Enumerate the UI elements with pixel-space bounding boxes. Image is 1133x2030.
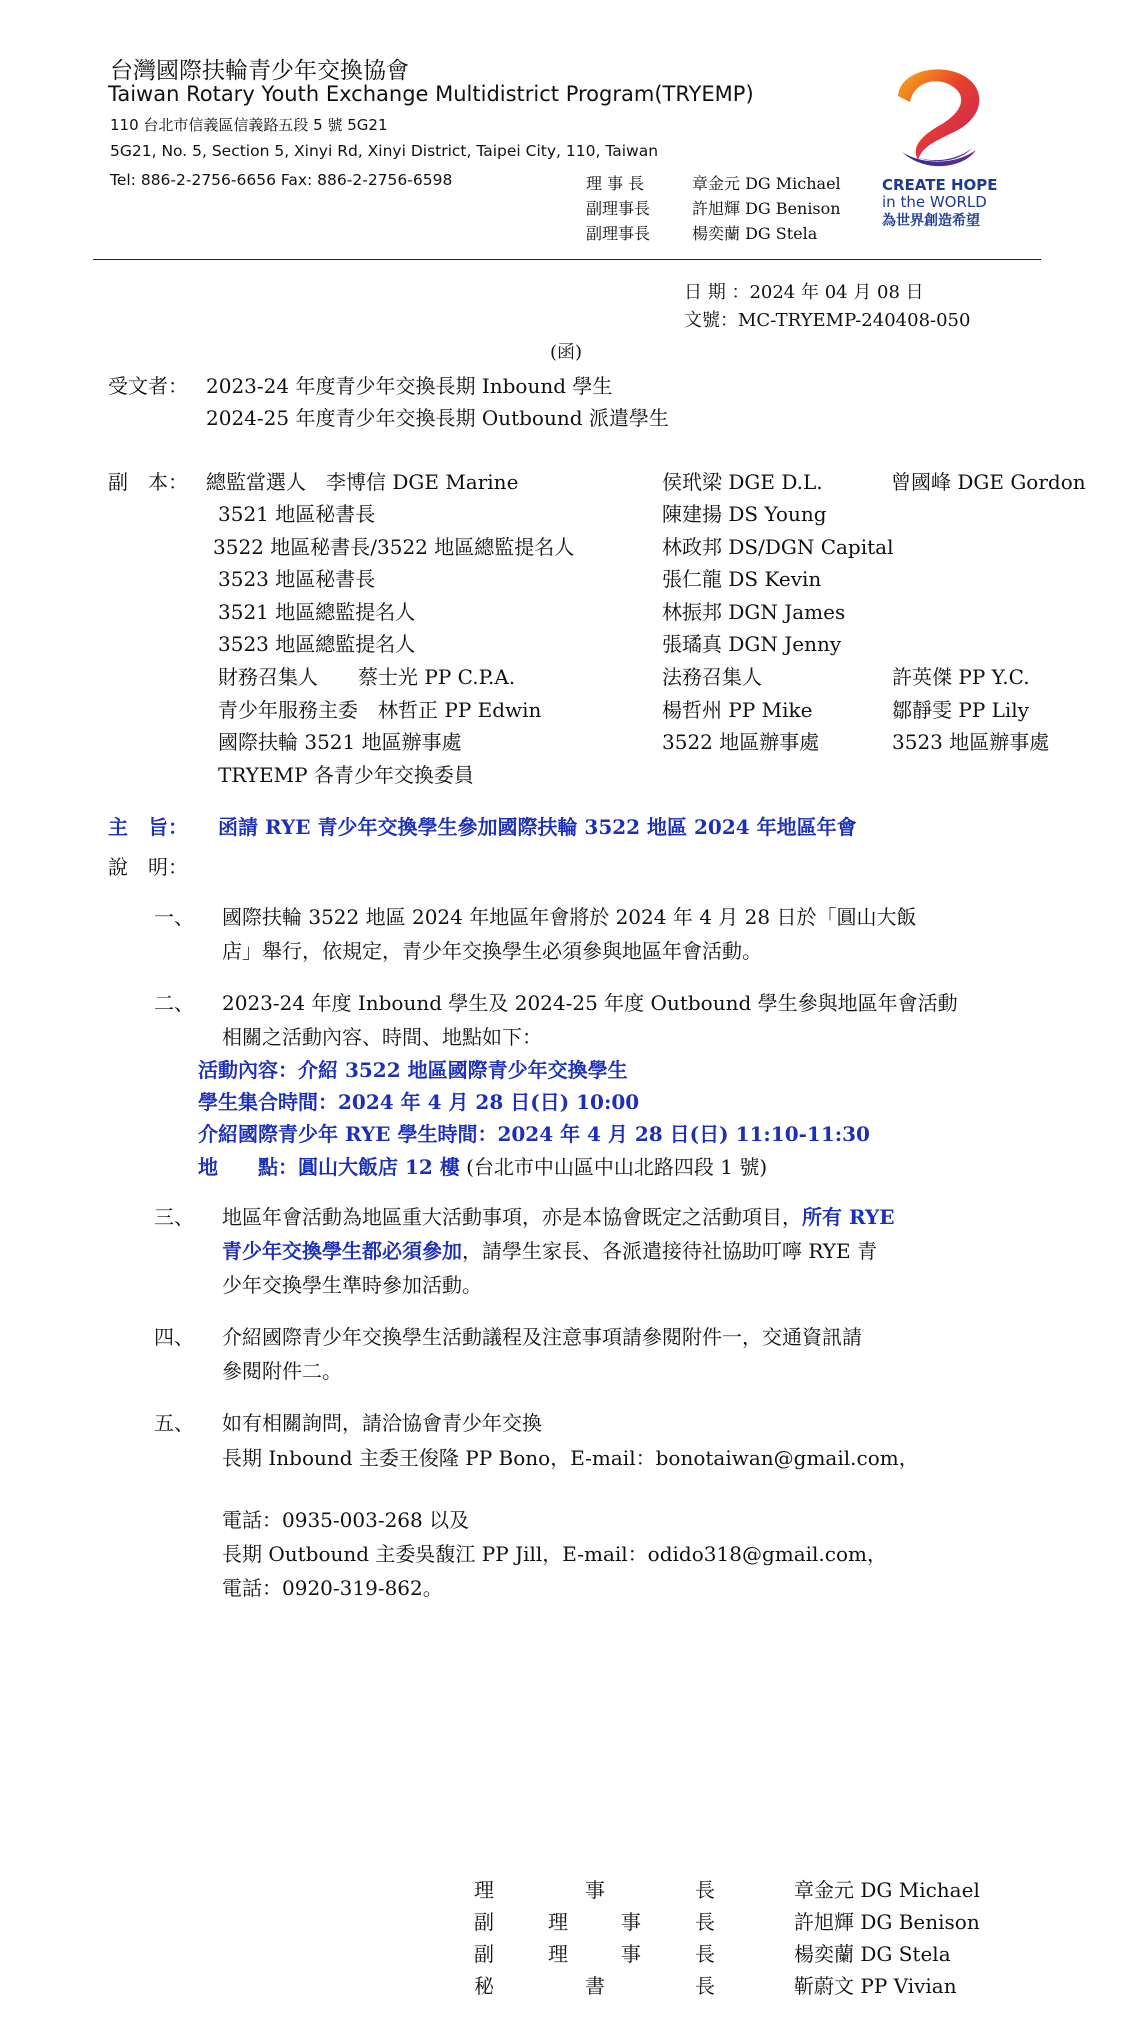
letter-type: (函) [550,342,583,363]
inbound-phone: 電話：0935-003-268 以及 [222,1508,470,1532]
recipients-label: 受文者： [108,374,188,398]
doc-number: 文號：MC-TRYEMP-240408-050 [684,310,971,331]
sig-title-char: 理 [548,1942,568,1966]
cc-entry: 3523 地區總監提名人 [218,632,416,656]
cc-entry: 鄒靜雯 PP Lily [892,698,1030,722]
address-zh: 110 台北市信義區信義路五段 5 號 5G21 [110,116,388,134]
item-text [222,1201,895,1230]
cc-entry: 3522 地區辦事處 [662,730,820,754]
item-text: 2023-24 年度 Inbound 學生及 2024-25 年度 Outbound 學生參與地區年會活動 [222,991,958,1015]
cc-entry: 張仁龍 DS Kevin [662,567,822,591]
sig-title-char: 事 [621,1942,641,1966]
cc-label: 副 本： [108,470,188,494]
cc-entry: 陳建揚 DS Young [662,502,827,526]
sig-title-char: 長 [695,1942,715,1966]
sig-name: 章金元 DG Michael [794,1878,980,1902]
sig-name: 楊奕蘭 DG Stela [794,1942,951,1966]
outbound-contact: 長期 Outbound 主委吳馥江 PP Jill，E-mail：odido318@gmail.com， [222,1542,887,1566]
sig-title-char: 秘 [474,1974,494,1998]
rotary-logo [880,56,1000,236]
item-text: 介紹國際青少年交換學生活動議程及注意事項請參閱附件一，交通資訊請 [222,1325,862,1349]
item-text [222,1235,877,1264]
inbound-contact: 長期 Inbound 主委王俊隆 PP Bono，E-mail：bonotaiwan@gmail.com， [222,1446,919,1470]
item-text: 如有相關詢問，請洽協會青少年交換 [222,1411,542,1435]
cc-entry: 侯玳梁 DGE D.L. [662,470,823,494]
cc-entry: 青少年服務主委 林哲正 PP Edwin [218,698,542,722]
cc-entry: 林振邦 DGN James [662,600,846,624]
cc-entry: 3521 地區秘書長 [218,502,376,526]
cc-entry: 財務召集人 蔡士光 PP C.P.A. [218,665,516,689]
item-text: 店」舉行，依規定，青少年交換學生必須參與地區年會活動。 [222,939,762,963]
officer-title: 副理事長 [586,199,651,218]
sig-title-char: 長 [695,1910,715,1934]
sig-title-char: 副 [474,1910,494,1934]
cc-entry: TRYEMP 各青少年交換委員 [218,763,474,787]
item-number: 一、 [154,905,194,929]
cc-entry: 張璚真 DGN Jenny [662,632,842,656]
header-officer-2 [586,196,841,219]
tel-fax: Tel: 886-2-2756-6656 Fax: 886-2-2756-6598 [110,171,453,189]
sig-title-char: 長 [695,1878,715,1902]
cc-entry: 3521 地區總監提名人 [218,600,416,624]
subject-text: 函請 RYE 青少年交換學生參加國際扶輪 3522 地區 2024 年地區年會 [218,815,857,839]
officer-name: 章金元 DG Michael [692,174,841,193]
officer-name: 楊奕蘭 DG Stela [692,224,818,243]
venue-address: (台北市中山區中山北路四段 1 號) [459,1155,768,1179]
create-hope-swirl-icon [880,56,1000,174]
cc-entry: 3523 地區秘書長 [218,567,376,591]
sig-title-char: 理 [548,1910,568,1934]
officer-title: 副理事長 [586,224,651,243]
doc-date: 日 期 ：2024 年 04 月 08 日 [684,282,924,303]
subject-label: 主 旨： [108,815,188,839]
item-number: 五、 [154,1411,194,1435]
cc-entry: 國際扶輪 3521 地區辦事處 [218,730,462,754]
sig-title-char: 理 [474,1878,494,1902]
item-text-emphasis: 青少年交換學生都必須參加 [222,1239,462,1263]
item-text-emphasis: 所有 RYE [802,1205,895,1229]
item-number: 三、 [154,1205,194,1229]
recipient-line-1: 2023-24 年度青少年交換長期 Inbound 學生 [206,374,613,398]
address-en: 5G21, No. 5, Section 5, Xinyi Rd, Xinyi District, Taipei City, 110, Taiwan [110,142,659,160]
cc-entry: 林政邦 DS/DGN Capital [662,535,894,559]
cc-entry: 3523 地區辦事處 [892,730,1050,754]
outbound-phone: 電話：0920-319-862。 [222,1576,443,1600]
sig-title-char: 事 [585,1878,605,1902]
activity-content: 活動內容：介紹 3522 地區國際青少年交換學生 [198,1058,628,1082]
item-text: 相關之活動內容、時間、地點如下： [222,1025,542,1049]
sig-name: 靳蔚文 PP Vivian [794,1974,957,1998]
recipient-line-2: 2024-25 年度青少年交換長期 Outbound 派遣學生 [206,406,669,430]
officer-name: 許旭輝 DG Benison [692,199,841,218]
cc-entry: 許英傑 PP Y.C. [892,665,1030,689]
item-number: 二、 [154,991,194,1015]
sig-title-char: 事 [621,1910,641,1934]
cc-entry: 3522 地區秘書長/3522 地區總監提名人 [213,535,575,559]
item-text-part: ，請學生家長、各派遣接待社協助叮嚀 RYE 青 [462,1239,877,1263]
item-number: 四、 [154,1325,194,1349]
logo-text-line2: in the WORLD [882,193,987,211]
sig-name: 許旭輝 DG Benison [794,1910,980,1934]
org-name-zh: 台灣國際扶輪青少年交換協會 [110,58,409,84]
cc-entry: 曾國峰 DGE Gordon [891,470,1086,494]
item-text: 國際扶輪 3522 地區 2024 年地區年會將於 2024 年 4 月 28 日於「圓山大飯 [222,905,917,929]
explain-label: 說 明： [108,855,188,879]
logo-text-line3: 為世界創造希望 [882,213,980,229]
introduction-time: 介紹國際青少年 RYE 學生時間：2024 年 4 月 28 日(日) 11:10-11:30 [198,1122,870,1146]
venue-name: 地 點：圓山大飯店 12 樓 [198,1155,460,1179]
cc-entry: 法務召集人 [662,665,762,689]
org-name-en: Taiwan Rotary Youth Exchange Multidistrict Program(TRYEMP) [108,82,754,106]
sig-title-char: 書 [585,1974,605,1998]
sig-title-char: 長 [695,1974,715,1998]
header-divider [93,259,1041,260]
header-officer-1 [586,171,841,194]
cc-entry: 總監當選人 李博信 DGE Marine [206,470,519,494]
item-text: 少年交換學生準時參加活動。 [222,1273,482,1297]
venue [198,1151,767,1180]
header-officer-3 [586,221,817,244]
logo-text-line1: CREATE HOPE [882,176,998,194]
officer-title: 理 事 長 [586,174,645,193]
item-text: 參閱附件二。 [222,1359,342,1383]
sig-title-char: 副 [474,1942,494,1966]
item-text-part: 地區年會活動為地區重大活動事項，亦是本協會既定之活動項目， [222,1205,802,1229]
assembly-time: 學生集合時間：2024 年 4 月 28 日(日) 10:00 [198,1090,640,1114]
cc-entry: 楊哲州 PP Mike [662,698,813,722]
